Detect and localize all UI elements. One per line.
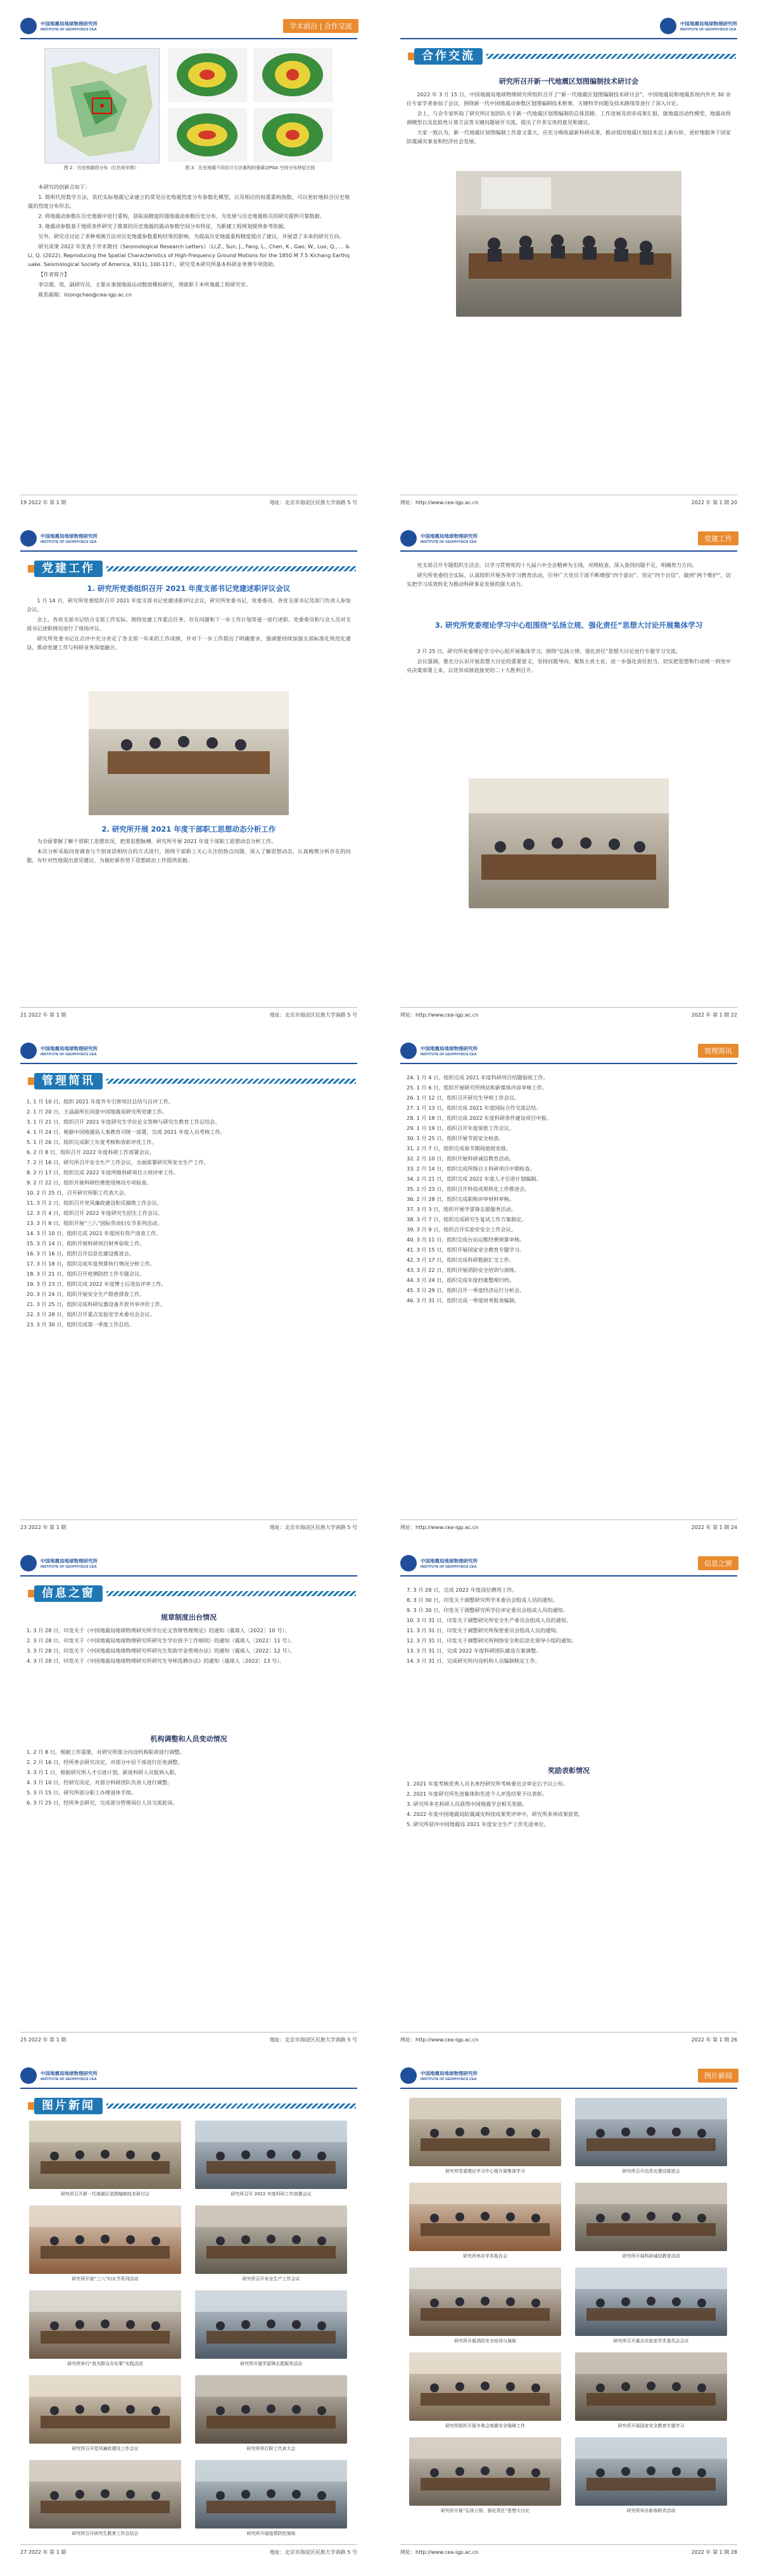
header-rule (20, 2088, 357, 2089)
personnel-list (407, 1585, 731, 1666)
list-item: 3. 3 月 1 日，根据研究所人才引进计划，新进科研人员报到入职。 (27, 1769, 180, 1775)
photo-caption: 研究所举行职工代表大会 (246, 2446, 296, 2451)
decorative-stripe (106, 1079, 356, 1084)
list-item: 9. 2 月 22 日，组织开展科研经费使用情况专项检查。 (27, 1179, 152, 1186)
news-photo (409, 2268, 561, 2336)
list-item: 5. 3 月 15 日，研究所部分职工办理退休手续。 (27, 1789, 137, 1796)
article-body (28, 182, 350, 300)
list-item: 4. 2022 年度中国地震局防震减灾科技成果奖评审中，研究所多项成果获奖。 (407, 1811, 584, 1817)
paragraph: 研究所党委书记在点评中充分肯定了各支部一年来的工作成绩，并对下一步工作提出了明确要求，强调要持续加强支部标准化规范化建设，推动党建工作与科研业务深度融合。 (27, 635, 351, 650)
photo-caption: 研究所开展疫情防控演练 (246, 2531, 296, 2536)
institute-logo (20, 2067, 98, 2084)
meeting-photo (456, 171, 681, 317)
footer-address: 地址：北京市海淀区民族大学南路 5 号 (269, 2037, 357, 2043)
paragraph: 党支部召开专题组织生活会，以学习贯彻党的十九届六中全会精神为主线，对照检查，深入查找问题不足，明确努力方向。 (417, 562, 697, 568)
news-photo (575, 2268, 727, 2336)
institute-logo (400, 2067, 478, 2084)
news-photo (575, 2352, 727, 2421)
list-item: 39. 3 月 9 日，组织召开实验室安全工作会议。 (407, 1226, 517, 1233)
news-photo (29, 2121, 181, 2189)
page-19 (13, 13, 365, 513)
list-item: 3. 1 月 21 日，组织召开 2021 年度研究生学位论文答辩与研究生教育工作总结会。 (27, 1119, 220, 1125)
paragraph: 2022 年 3 月 15 日，中国地震局地球物理研究所组织召开了“新一代地震区划图编制技术研讨会”，中国地震局和地震系统内外共 30 余位专家学者参加了会议，围绕新一代中国地震动参数区划图编制技术框架、关键科学问题及技术路线等进行了深入讨论。 (407, 91, 731, 106)
news-photo (29, 2375, 181, 2444)
list-item: 40. 3 月 11 日，组织完成台站运维经费预算审核。 (407, 1236, 525, 1243)
section-title: 图片新闻 (34, 2098, 103, 2114)
figure-caption: 图 3：历史地震不同估计方法重构的强震动PGA 空间分布特征比较 (185, 165, 315, 170)
page-28 (393, 2062, 745, 2563)
list-item: 13. 3 月 31 日，完成 2022 年度科研团队建设方案调整。 (407, 1647, 542, 1654)
list-item: 11. 3 月 2 日，组织召开党风廉政建设和反腐败工作会议。 (27, 1200, 162, 1206)
org-name-cn: 中国地震局地球物理研究所 (41, 533, 98, 539)
photo-caption: 研究所召开 2022 年度科研工作部署会议 (231, 2192, 312, 2197)
photo-caption: 研究所召开安全生产工作会议 (242, 2276, 300, 2281)
list-item: 10. 3 月 31 日，印发关于调整研究所安全生产委员会组成人员的通知。 (407, 1617, 572, 1623)
org-name-en: INSTITUTE OF GEOPHYSICS CEA (41, 1564, 97, 1569)
institute-seal-icon (20, 1043, 37, 1059)
historical-earthquake-map (44, 48, 160, 163)
news-photo (195, 2460, 347, 2528)
paragraph: 研究成果 2022 年发表于学术期刊《Seismological Research Letters》（Li,Z., Sun, J., Fang, L., Chen, K., Gao, W., Luo, Q., ... & Li, Q. (2022). Reproducing the Spatial Characteristics of High-Frequency Ground Motions for the 1850 M 7.5 Xichang Earthquake. Seismological Society of America, 93(1), 100-117）。研究受本研究所基本科研业务费专项资助。 (28, 243, 350, 267)
section-tab: 党建工作 (698, 531, 738, 545)
org-name-cn: 中国地震局地球物理研究所 (421, 533, 478, 539)
list-item: 24. 1 月 4 日，组织完成 2021 年度科研项目结题验收工作。 (407, 1074, 548, 1081)
photo-caption: 研究所召开信息化建设推进会 (622, 2169, 680, 2174)
photo-caption: 研究所党委理论学习中心组开展集体学习 (445, 2169, 525, 2174)
news-photo (195, 2205, 347, 2274)
footer-url: 网址：http://www.cea-igp.ac.cn (400, 500, 479, 505)
list-item: 1. 1 月 10 日，组织 2021 年度外专引智项目总结与自评工作。 (27, 1098, 174, 1105)
institute-logo (20, 530, 98, 547)
meeting-photo (89, 691, 289, 815)
footer-address: 地址：北京市海淀区民族大学南路 5 号 (269, 2549, 357, 2555)
figure-caption: 图 2：历史地震的分布（红色矩形框） (63, 165, 139, 170)
org-name-cn: 中国地震局地球物理研究所 (421, 1558, 478, 1564)
paragraph: 1. 简明代用数学方法，依托实际地震记录建立的常见历史地震烈度分布参数化模型，以及相应的权重重构指数，可以更好地拟合历史地震的烈度分布形态。 (28, 194, 350, 209)
page-footer (20, 495, 357, 509)
article-body (407, 561, 731, 590)
paragraph: 3 月 25 日，研究所党委理论学习中心组开展集体学习，围绕“弘扬立规、强化责任”思想大讨论进行专题学习交流。 (417, 648, 681, 654)
institute-seal-icon (400, 2067, 417, 2084)
photo-caption: 研究所召开研究生教育工作总结会 (72, 2531, 139, 2536)
paragraph: 本研究的创新点如下： (38, 184, 91, 190)
list-item: 41. 3 月 15 日，组织开展国家安全教育专题学习。 (407, 1247, 525, 1253)
footer-page-info: 2022 年 第 1 期 20 (691, 500, 737, 505)
photo-caption: 研究所组织开展冬奥会地震安全保障工作 (445, 2423, 525, 2428)
list-item: 5. 研究所获评中国地震局 2021 年度安全生产工作先进单位。 (407, 1821, 549, 1827)
article-headline: 研究所召开新一代地震区划图编制技术研讨会 (499, 77, 638, 86)
page-footer (400, 2032, 737, 2046)
header-rule (400, 38, 737, 39)
org-name-cn: 中国地震局地球物理研究所 (41, 20, 98, 27)
list-item: 2. 2021 年度研究所先进集体和先进个人评选结果予以表彰。 (407, 1791, 548, 1797)
page-footer (20, 1007, 357, 1022)
news-photo (409, 2098, 561, 2166)
footer-page-info: 2022 年 第 1 期 24 (691, 1525, 737, 1530)
header-rule (20, 1063, 357, 1064)
page-footer (20, 2032, 357, 2046)
footer-page-info: 19 2022 年 第 1 期 (20, 500, 66, 505)
news-photo (575, 2183, 727, 2251)
institute-seal-icon (20, 530, 37, 547)
list-item: 26. 1 月 12 日，组织召开研究生导师工作会议。 (407, 1094, 520, 1101)
list-item: 14. 3 月 10 日，组织完成 2021 年度国有资产清查工作。 (27, 1230, 162, 1236)
section-title-bar (34, 1585, 356, 1602)
institute-logo (400, 530, 478, 547)
photo-caption: 研究所召开新一代地震区划图编制技术研讨会 (61, 2192, 149, 2197)
paragraph: 【作者简介】 (38, 271, 70, 277)
list-item: 46. 3 月 31 日，组织完成一季度财务报表编制。 (407, 1297, 520, 1304)
section-tab: 管理简讯 (698, 1044, 738, 1058)
org-name-en: INSTITUTE OF GEOPHYSICS CEA (41, 1052, 97, 1056)
list-item: 23. 3 月 30 日，组织完成第一季度工作总结。 (27, 1321, 135, 1328)
org-name-en: INSTITUTE OF GEOPHYSICS CEA (421, 2077, 477, 2081)
header-rule (400, 2088, 737, 2089)
footer-page-info: 2022 年 第 1 期 28 (691, 2549, 737, 2555)
news-photo (575, 2098, 727, 2166)
news-photo (409, 2183, 561, 2251)
news-list (27, 1097, 351, 1330)
org-name-en: INSTITUTE OF GEOPHYSICS CEA (41, 2077, 97, 2081)
org-name-en: INSTITUTE OF GEOPHYSICS CEA (421, 540, 477, 544)
photo-caption: 研究所开展学雷锋志愿服务活动 (240, 2361, 302, 2366)
list-item: 13. 3 月 8 日，组织开展“三八”国际劳动妇女节系列活动。 (27, 1220, 163, 1226)
page-footer (400, 1520, 737, 1534)
article-headline: 3. 研究所党委理论学习中心组围绕“弘扬立规、强化责任”思想大讨论开展集体学习 (434, 621, 703, 630)
header-rule (400, 1063, 737, 1064)
article-body (407, 647, 731, 676)
paragraph: 会议强调，要充分认识开展思想大讨论的重要意义，坚持问题导向，聚焦主责主业，进一步强化责任担当，切实把思想和行动统一到党中央决策部署上来，以优异成绩迎接党的二十大胜利召开。 (407, 658, 731, 673)
paragraph: 为全面掌握了解干部职工思想状况，把准思想脉搏，研究所开展 2021 年度干部职工思想动态分析工作。 (37, 838, 277, 844)
paragraph: 会上，与会专家听取了研究所区划团队关于新一代地震区划图编制的总体思路、工作进展及初步成果汇报，就地震活动性模型、地震动预测模型以及危险性计算方法等关键问题展开交流，提出了许多宝贵的意见和建议。 (407, 110, 731, 125)
personnel-list (27, 1748, 351, 1808)
news-photo (195, 2290, 347, 2359)
list-item: 30. 1 月 25 日，组织开展节前安全检查。 (407, 1135, 504, 1141)
photo-caption: 研究所举办新春联欢活动 (626, 2508, 676, 2513)
paragraph: 联系邮箱：lizongchao@cea-igp.ac.cn (38, 291, 132, 298)
page-footer (20, 1520, 357, 1534)
footer-address: 地址：北京市海淀区民族大学南路 5 号 (269, 1012, 357, 1018)
institute-seal-icon (20, 2067, 37, 2084)
news-photo (29, 2205, 181, 2274)
regulation-list (27, 1626, 351, 1666)
institute-logo (20, 1043, 98, 1059)
institute-seal-icon (400, 530, 417, 547)
meeting-photo (469, 778, 669, 908)
org-name-cn: 中国地震局地球物理研究所 (680, 20, 737, 27)
section-title-bar (34, 561, 356, 577)
org-name-en: INSTITUTE OF GEOPHYSICS CEA (41, 540, 97, 544)
list-item: 9. 3 月 30 日，印发关于调整研究所学位评定委员会组成人员的通知。 (407, 1607, 568, 1613)
section-title: 合作交流 (414, 48, 483, 65)
paragraph: 1 月 14 日，研究所党委组织召开 2021 年度支部书记党建述职评议会议，研究所党委书记、党委委员、各党支部书记及部门负责人参加会议。 (27, 597, 351, 612)
org-name-en: INSTITUTE OF GEOPHYSICS CEA (421, 1052, 477, 1056)
news-list (407, 1073, 731, 1306)
institute-seal-icon (400, 1555, 417, 1571)
list-item: 43. 3 月 22 日，组织开展消防安全培训与演练。 (407, 1267, 520, 1273)
photo-caption: 研究所开展科研诚信教育活动 (622, 2254, 680, 2259)
footer-url: 网址：http://www.cea-igp.ac.cn (400, 2037, 479, 2043)
article-body (27, 596, 351, 653)
awards-list (407, 1779, 731, 1830)
footer-page-info: 2022 年 第 1 期 22 (691, 1012, 737, 1018)
subsection-title: 机构调整和人员变动情况 (150, 1735, 227, 1743)
institute-logo (660, 18, 737, 34)
news-photo (409, 2437, 561, 2506)
photo-caption: 研究所召开党风廉政建设工作会议 (72, 2446, 139, 2451)
list-item: 2. 1 月 20 日，王晶副所长同意中国地震局研究所党建工作。 (27, 1108, 168, 1115)
news-photo (29, 2290, 181, 2359)
photo-caption: 研究所开展“三八”妇女节系列活动 (72, 2276, 139, 2281)
section-tab: 信息之窗 (698, 1556, 738, 1570)
list-item: 42. 3 月 17 日，组织完成科研数据汇交工作。 (407, 1257, 515, 1263)
org-name-en: INSTITUTE OF GEOPHYSICS CEA (680, 27, 737, 32)
photo-caption: 研究所举行“我为群众办实事”实践活动 (67, 2361, 143, 2366)
footer-url: 网址：http://www.cea-igp.ac.cn (400, 1012, 479, 1018)
list-item: 11. 3 月 31 日，印发关于调整研究所保密委员会组成人员的通知。 (407, 1627, 561, 1634)
paragraph: 李宗超，男，副研究员，主要从事强地面运动数值模拟研究，现就职于本所地震工程研究室。 (38, 281, 251, 288)
news-photo (29, 2460, 181, 2528)
section-title-bar (34, 1073, 356, 1089)
institute-logo (20, 1555, 98, 1571)
subsection-title: 规章制度出台情况 (161, 1613, 217, 1621)
list-item: 1. 2021 年度考核优秀人员名单经研究所考核委员会审定后予以公布。 (407, 1780, 568, 1787)
page-27 (13, 2062, 365, 2563)
list-item: 2. 2 月 16 日，经所务会研究决定，对部分中层干部进行任免调整。 (27, 1759, 183, 1765)
decorative-stripe (106, 2103, 356, 2109)
section-title: 信息之窗 (34, 1585, 103, 1602)
list-item: 14. 3 月 31 日，完成研究所内设机构人员编制核定工作。 (407, 1658, 540, 1664)
photo-caption: 研究所开展消防安全培训与演练 (454, 2338, 516, 2344)
decorative-stripe (486, 54, 736, 59)
list-item: 12. 3 月 4 日，组织召开 2022 年度研究生招生工作会议。 (27, 1210, 163, 1216)
section-title-bar (34, 2098, 356, 2114)
section-title: 管理简讯 (34, 1073, 103, 1089)
page-24 (393, 1037, 745, 1538)
list-item: 3. 3 月 28 日，印发关于《中国地震局地球物理研究所研究生奖助学金管理办法》的通知（震球人〔2022〕12 号）。 (27, 1647, 295, 1654)
header-rule (400, 550, 737, 552)
org-name-en: INSTITUTE OF GEOPHYSICS CEA (41, 27, 97, 32)
footer-address: 地址：北京市海淀区民族大学南路 5 号 (269, 1525, 357, 1530)
page-footer (400, 495, 737, 509)
list-item: 44. 3 月 24 日，组织完成年度档案整理归档。 (407, 1277, 515, 1283)
institute-seal-icon (660, 18, 676, 34)
list-item: 10. 2 月 25 日，召开研究所职工代表大会。 (27, 1190, 129, 1196)
list-item: 15. 3 月 14 日，组织开展科研项目财务验收工作。 (27, 1240, 145, 1247)
org-name-cn: 中国地震局地球物理研究所 (421, 2070, 478, 2076)
list-item: 2. 3 月 28 日，印发关于《中国地震局地球物理研究所研究生学位授予工作细则》的通知（震球人〔2022〕11 号）。 (27, 1637, 295, 1644)
list-item: 1. 2 月 8 日，根据工作需要，对研究所部分内设机构职责进行调整。 (27, 1749, 185, 1755)
footer-page-info: 27 2022 年 第 1 期 (20, 2549, 66, 2555)
list-item: 25. 1 月 6 日，组织开展研究所网站和新媒体内容审核工作。 (407, 1084, 548, 1091)
article-headline: 2. 研究所开展 2021 年度干部职工思想动态分析工作 (101, 825, 276, 834)
paragraph: 大家一致认为，新一代地震区划图编制工作意义重大，应充分吸收最新科研成果，推动我国地震区划技术迈上新台阶，更好地服务于国家防震减灾事业和经济社会发展。 (407, 129, 731, 144)
news-photo (195, 2121, 347, 2189)
footer-page-info: 21 2022 年 第 1 期 (20, 1012, 66, 1018)
page-25 (13, 1550, 365, 2050)
list-item: 31. 2 月 7 日，组织完成春节期间值班安排。 (407, 1145, 511, 1152)
page-20 (393, 13, 745, 513)
page-21 (13, 525, 365, 1025)
page-22 (393, 525, 745, 1025)
subsection-title: 奖励表彰情况 (548, 1767, 590, 1775)
list-item: 17. 3 月 18 日，组织完成年度预算执行情况分析工作。 (27, 1260, 155, 1267)
list-item: 45. 3 月 29 日，组织召开一季度经济运行分析会。 (407, 1287, 525, 1293)
header-rule (20, 550, 357, 552)
list-item: 20. 3 月 24 日，组织开展安全生产隐患排查工作。 (27, 1291, 145, 1297)
list-item: 8. 3 月 30 日，印发关于调整研究所学术委员会组成人员的通知。 (407, 1597, 558, 1603)
section-title: 党建工作 (34, 561, 103, 577)
list-item: 18. 3 月 21 日，组织召开疫情防控工作专题会议。 (27, 1271, 145, 1277)
institute-seal-icon (20, 1555, 37, 1571)
list-item: 35. 2 月 23 日，组织召开科技成果转化工作推进会。 (407, 1186, 530, 1192)
decorative-stripe (106, 1591, 356, 1596)
page-23 (13, 1037, 365, 1538)
list-item: 19. 3 月 23 日，组织完成 2022 年度博士后进站评审工作。 (27, 1281, 167, 1287)
list-item: 5. 1 月 26 日，组织完成职工年度考核和表彰评优工作。 (27, 1139, 157, 1145)
section-tab: 图片新闻 (698, 2069, 738, 2083)
article-body (27, 837, 351, 866)
list-item: 6. 3 月 25 日，经所务会研究，完成部分管理岗位人员交流轮岗。 (27, 1799, 178, 1806)
list-item: 36. 2 月 28 日，组织完成职称评审材料审核。 (407, 1196, 515, 1202)
list-item: 34. 2 月 21 日，组织完成 2022 年度人才引进计划编制。 (407, 1176, 542, 1182)
org-name-cn: 中国地震局地球物理研究所 (41, 1045, 98, 1051)
institute-seal-icon (400, 1043, 417, 1059)
page-footer (20, 2544, 357, 2559)
list-item: 7. 2 月 16 日，研究所召开安全生产工作会议，全面部署研究所安全生产工作。 (27, 1159, 209, 1165)
page-26 (393, 1550, 745, 2050)
list-item: 27. 1 月 13 日，组织完成 2021 年度国际合作交流总结。 (407, 1105, 542, 1111)
list-item: 7. 3 月 28 日，完成 2022 年度岗位聘用工作。 (407, 1587, 517, 1593)
list-item: 4. 3 月 28 日，印发关于《中国地震局地球物理研究所研究生导师选聘办法》的通知（震球人〔2022〕13 号）。 (27, 1658, 285, 1664)
paragraph: 研究所党委结合实际，认真组织开展各项学习教育活动，引导广大党员干部不断增强“四个意识”、坚定“四个自信”、做到“两个维护”，切实把学习成效转化为推动科研事业发展的强大动力。 (407, 572, 731, 587)
list-item: 6. 2 月 8 日，组织召开 2022 年度科研工作部署会议。 (27, 1149, 155, 1155)
header-rule (20, 38, 357, 39)
institute-logo (400, 1043, 478, 1059)
list-item: 1. 3 月 28 日，印发关于《中国地震局地球物理研究所学位论文答辩管理规定》的通知（震球人〔2022〕10 号）。 (27, 1627, 290, 1634)
institute-logo (400, 1555, 478, 1571)
list-item: 28. 1 月 18 日，组织完成 2022 年度科研条件建设项目申报。 (407, 1115, 552, 1121)
news-photo (195, 2375, 347, 2444)
org-name-cn: 中国地震局地球物理研究所 (41, 1558, 98, 1564)
list-item: 8. 2 月 17 日，组织完成 2022 年度所级科研项目立项评审工作。 (27, 1169, 179, 1176)
page-footer (400, 2544, 737, 2559)
list-item: 32. 2 月 10 日，组织开展科研诚信教育活动。 (407, 1155, 515, 1162)
footer-url: 网址：http://www.cea-igp.ac.cn (400, 2549, 479, 2555)
photo-caption: 研究所召开重点实验室学术委员会会议 (613, 2338, 689, 2344)
list-item: 38. 3 月 7 日，组织完成研究生复试工作方案制定。 (407, 1216, 527, 1222)
list-item: 4. 1 月 24 日，根据中国地震局人事教育司统一部署，完成 2021 年度人员考核工作。 (27, 1129, 225, 1135)
footer-page-info: 2022 年 第 1 期 26 (691, 2037, 737, 2043)
institute-logo (20, 18, 98, 34)
paragraph: 2. 将地震动参数在历史地震中进行重构，获取高精度的强地震动参数历史分布，为发展与历史地震相关的研究提供可靠数据。 (38, 213, 325, 219)
footer-page-info: 23 2022 年 第 1 期 (20, 1525, 66, 1530)
footer-page-info: 25 2022 年 第 1 期 (20, 2037, 66, 2043)
news-photo (575, 2437, 727, 2506)
article-headline: 1. 研究所党委组织召开 2021 年度支部书记党建述职评议会议 (87, 584, 291, 593)
paragraph: 本次分析采取问卷调查与个别谈话相结合的方式进行，围绕干部职工关心关注的热点问题，深入了解思想动态，认真梳理分析存在的问题，有针对性地提出意见建议，为做好新形势下思想政治工作提供依据。 (27, 848, 351, 863)
footer-url: 网址：http://www.cea-igp.ac.cn (400, 1525, 479, 1530)
org-name-cn: 中国地震局地球物理研究所 (41, 2070, 98, 2076)
article-body (407, 90, 731, 147)
decorative-stripe (106, 566, 356, 571)
list-item: 16. 3 月 16 日，组织召开信息化建设推进会。 (27, 1250, 135, 1257)
header-rule (20, 1575, 357, 1577)
news-photo (409, 2352, 561, 2421)
list-item: 4. 3 月 10 日，经研究决定，对部分科研团队负责人进行调整。 (27, 1779, 173, 1786)
paragraph: 会上，各党支部书记结合支部工作实际，围绕党建工作重点任务、存在问题和下一步工作计划等逐一进行述职。党委委员和与会人员对支部书记述职情况进行了现场评议。 (27, 616, 351, 631)
pga-distribution-maps (168, 48, 332, 162)
section-tab: 学术前沿 | 合作交流 (283, 19, 358, 33)
org-name-cn: 中国地震局地球物理研究所 (421, 1045, 478, 1051)
photo-caption: 研究所开展“弘扬立规、强化责任”思想大讨论 (440, 2508, 530, 2513)
header-rule (400, 1575, 737, 1577)
list-item: 29. 1 月 19 日，组织召开年度保密工作会议。 (407, 1125, 515, 1131)
photo-caption: 研究所开展国家安全教育专题学习 (618, 2423, 685, 2428)
list-item: 33. 2 月 14 日，组织完成所级自主科研项目中期检查。 (407, 1165, 535, 1172)
paragraph: 另外，研究还讨论了多种观测方法对历史地震参数重构结果的影响，为提高历史地震重构精度提出了建议，并展望了未来的研究方向。 (38, 233, 345, 239)
paragraph: 3. 地震动参数基于地质条件研究了推算的历史地震的震动参数空间分布特征，为新建工程规划提供参考依据。 (38, 223, 289, 229)
page-footer (400, 1007, 737, 1022)
institute-seal-icon (20, 18, 37, 34)
list-item: 37. 3 月 3 日，组织开展学雷锋志愿服务活动。 (407, 1206, 517, 1212)
footer-address: 地址：北京市海淀区民族大学南路 5 号 (269, 500, 357, 505)
list-item: 3. 研究所多名科研人员获得中国地震学会相关奖励。 (407, 1801, 528, 1807)
section-title-bar (414, 48, 736, 65)
list-item: 12. 3 月 31 日，印发关于调整研究所网络安全和信息化领导小组的通知。 (407, 1637, 577, 1644)
photo-caption: 研究所举办学术报告会 (463, 2254, 507, 2259)
list-item: 22. 3 月 28 日，组织召开重点实验室学术委员会会议。 (27, 1311, 155, 1317)
org-name-en: INSTITUTE OF GEOPHYSICS CEA (421, 1564, 477, 1569)
list-item: 21. 3 月 25 日，组织完成科研仪器设备开放共享评价工作。 (27, 1301, 166, 1307)
